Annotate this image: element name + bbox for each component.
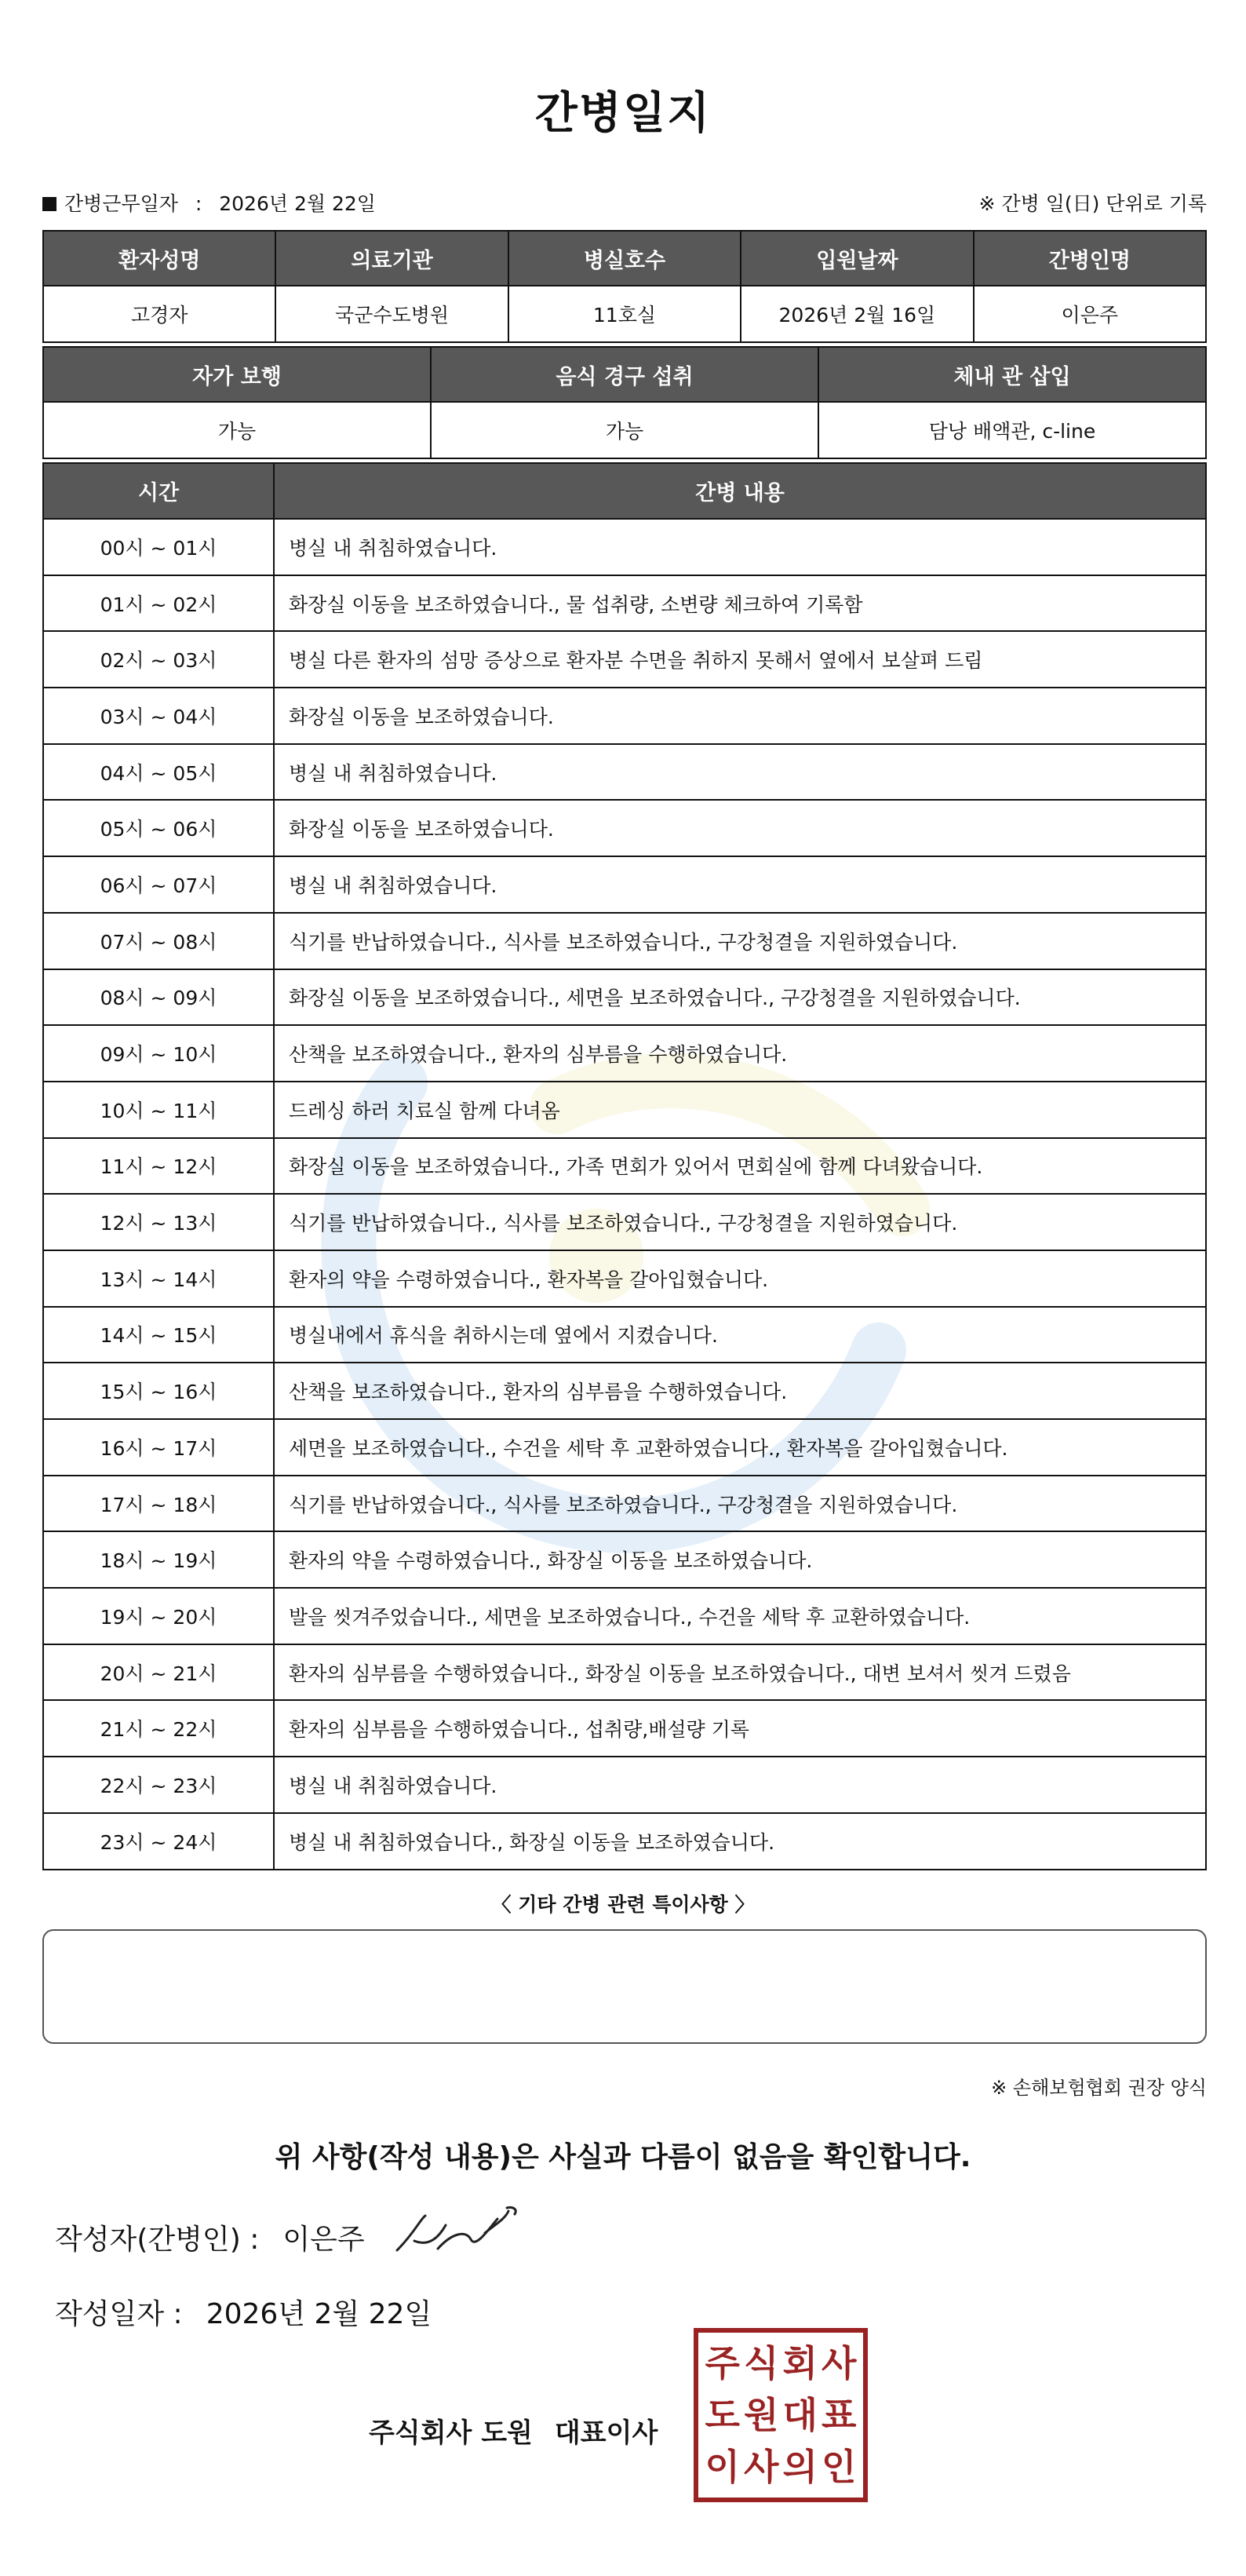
- company-seal: [694, 2328, 868, 2502]
- duty-date: [42, 188, 376, 217]
- care-log-content: 환자의 심부름을 수행하였습니다., 화장실 이동을 보조하였습니다., 대변 보셔서 씻겨 드렸음: [274, 1644, 1206, 1701]
- care-log-content: 환자의 심부름을 수행하였습니다., 섭취량,배설량 기록: [274, 1700, 1206, 1757]
- care-log-content: 화장실 이동을 보조하였습니다., 가족 면회가 있어서 면회실에 함께 다녀왔습니다.: [274, 1138, 1206, 1195]
- tube-insertion-value: 담낭 배액관, c-line: [818, 402, 1206, 458]
- status-header-row: [43, 347, 1206, 402]
- care-log-time: 01시 ~ 02시: [43, 575, 274, 632]
- care-log-header-row: [43, 463, 1206, 519]
- written-date-label: 작성일자 :: [55, 2298, 183, 2330]
- seal-character: 회: [782, 2342, 818, 2384]
- special-notes-box: [42, 1929, 1207, 2044]
- room-number: 11호실: [508, 286, 741, 342]
- duty-date-label: 간병근무일자: [64, 192, 178, 215]
- care-log-content: 드레싱 하러 치료실 함께 다녀옴: [274, 1082, 1206, 1138]
- care-log-content: 산책을 보조하였습니다., 환자의 심부름을 수행하였습니다.: [274, 1025, 1206, 1082]
- seal-characters: [703, 2337, 858, 2493]
- status-value-row: [43, 402, 1206, 458]
- record-note: ※ 간병 일(日) 단위로 기록: [978, 192, 1207, 215]
- care-log-time: 23시 ~ 24시: [43, 1813, 274, 1870]
- care-log-row: [43, 1419, 1206, 1476]
- care-log-time: 10시 ~ 11시: [43, 1082, 274, 1138]
- care-log-time: 17시 ~ 18시: [43, 1476, 274, 1532]
- care-log-row: [43, 1250, 1206, 1307]
- care-log-time: 18시 ~ 19시: [43, 1531, 274, 1588]
- written-date-value: 2026년 2월 22일: [206, 2298, 432, 2330]
- care-log-time: 11시 ~ 12시: [43, 1138, 274, 1195]
- care-log-time: 22시 ~ 23시: [43, 1757, 274, 1813]
- caregiver-name: 이은주: [974, 286, 1206, 342]
- seal-character: 도: [705, 2394, 740, 2436]
- care-log-time: 05시 ~ 06시: [43, 800, 274, 856]
- square-bullet-icon: [42, 197, 56, 211]
- care-log-time: 08시 ~ 09시: [43, 969, 274, 1026]
- seal-character: 의: [782, 2446, 818, 2488]
- seal-character: 인: [822, 2446, 857, 2488]
- care-log-content: 산책을 보조하였습니다., 환자의 심부름을 수행하였습니다.: [274, 1363, 1206, 1419]
- seal-character: 표: [822, 2394, 857, 2436]
- care-log-row: [43, 800, 1206, 856]
- patient-name: 고경자: [43, 286, 275, 342]
- care-log-row: [43, 1813, 1206, 1870]
- care-log-content: 병실 내 취침하였습니다.: [274, 856, 1206, 913]
- header-patient-name: 환자성명: [43, 231, 275, 286]
- care-log-time: 14시 ~ 15시: [43, 1307, 274, 1363]
- care-log-row: [43, 1644, 1206, 1701]
- company-title: 대표이사: [554, 2417, 658, 2449]
- header-room: 병실호수: [508, 231, 741, 286]
- page-title: 간병일지: [534, 88, 712, 139]
- care-log-content: 병실 다른 환자의 섬망 증상으로 환자분 수면을 취하지 못해서 옆에서 보살펴 드림: [274, 631, 1206, 688]
- care-log-row: [43, 1700, 1206, 1757]
- care-log-content: 식기를 반납하였습니다., 식사를 보조하였습니다., 구강청결을 지원하였습니다.: [274, 1476, 1206, 1532]
- care-log-content: 화장실 이동을 보조하였습니다., 물 섭취량, 소변량 체크하여 기록함: [274, 575, 1206, 632]
- special-notes-content: [44, 1931, 1205, 1956]
- care-log-row: [43, 969, 1206, 1026]
- written-date-line: [55, 2292, 432, 2332]
- care-log-row: [43, 1531, 1206, 1588]
- care-log-time: 09시 ~ 10시: [43, 1025, 274, 1082]
- recommendation-note: ※ 손해보험협회 권장 양식: [991, 2077, 1207, 2099]
- duty-date-value: 2026년 2월 22일: [219, 192, 376, 215]
- oral-intake-value: 가능: [431, 402, 818, 458]
- header-admission-date: 입원날짜: [741, 231, 973, 286]
- care-log-content: 발을 씻겨주었습니다., 세면을 보조하였습니다., 수건을 세탁 후 교환하였습니다.: [274, 1588, 1206, 1644]
- care-log-row: [43, 575, 1206, 632]
- care-log-content: 병실 내 취침하였습니다.: [274, 519, 1206, 575]
- care-log-time: 16시 ~ 17시: [43, 1419, 274, 1476]
- seal-character: 이: [705, 2446, 740, 2488]
- care-log-row: [43, 1588, 1206, 1644]
- care-log-row: [43, 1138, 1206, 1195]
- care-log-content: 환자의 약을 수령하였습니다., 환자복을 갈아입혔습니다.: [274, 1250, 1206, 1307]
- signature-image: [391, 2202, 524, 2264]
- header-time: 시간: [43, 463, 274, 519]
- company-name: 주식회사 도원: [369, 2417, 533, 2449]
- writer-label: 작성자(간병인) :: [55, 2224, 260, 2256]
- care-log-content: 병실내에서 휴식을 취하시는데 옆에서 지켰습니다.: [274, 1307, 1206, 1363]
- care-log-row: [43, 913, 1206, 969]
- patient-info-header-row: [43, 231, 1206, 286]
- care-log-content: 병실 내 취침하였습니다.: [274, 744, 1206, 801]
- care-log-row: [43, 1476, 1206, 1532]
- care-log-row: [43, 744, 1206, 801]
- seal-character: 원: [744, 2394, 779, 2436]
- seal-character: 대: [782, 2394, 818, 2436]
- care-log-row: [43, 1307, 1206, 1363]
- care-log-table: [42, 462, 1207, 1870]
- confirmation-statement: 위 사항(작성 내용)은 사실과 다름이 없음을 확인합니다.: [275, 2141, 971, 2173]
- seal-character: 식: [744, 2342, 779, 2384]
- patient-info-value-row: [43, 286, 1206, 342]
- care-log-row: [43, 1757, 1206, 1813]
- special-notes-label: 〈 기타 간병 관련 특이사항 〉: [491, 1893, 755, 1916]
- header-tube-insertion: 체내 관 삽입: [818, 347, 1206, 402]
- writer-line: [55, 2217, 365, 2257]
- care-log-time: 00시 ~ 01시: [43, 519, 274, 575]
- care-log-time: 13시 ~ 14시: [43, 1250, 274, 1307]
- care-log-time: 02시 ~ 03시: [43, 631, 274, 688]
- company-line: [369, 2411, 658, 2450]
- care-log-time: 06시 ~ 07시: [43, 856, 274, 913]
- care-log-row: [43, 1363, 1206, 1419]
- care-log-content: 화장실 이동을 보조하였습니다.: [274, 688, 1206, 744]
- care-log-row: [43, 688, 1206, 744]
- care-log-time: 15시 ~ 16시: [43, 1363, 274, 1419]
- care-log-content: 병실 내 취침하였습니다., 화장실 이동을 보조하였습니다.: [274, 1813, 1206, 1870]
- header-self-walking: 자가 보행: [43, 347, 431, 402]
- care-log-content: 화장실 이동을 보조하였습니다., 세면을 보조하였습니다., 구강청결을 지원하였습니다.: [274, 969, 1206, 1026]
- care-log-time: 04시 ~ 05시: [43, 744, 274, 801]
- care-log-content: 식기를 반납하였습니다., 식사를 보조하였습니다., 구강청결을 지원하였습니다.: [274, 913, 1206, 969]
- header-care-content: 간병 내용: [274, 463, 1206, 519]
- care-log-row: [43, 519, 1206, 575]
- care-log-row: [43, 1194, 1206, 1250]
- care-log-content: 식기를 반납하였습니다., 식사를 보조하였습니다., 구강청결을 지원하였습니다.: [274, 1194, 1206, 1250]
- header-hospital: 의료기관: [275, 231, 508, 286]
- admission-date: 2026년 2월 16일: [741, 286, 973, 342]
- care-log-content: 화장실 이동을 보조하였습니다.: [274, 800, 1206, 856]
- care-log-time: 07시 ~ 08시: [43, 913, 274, 969]
- care-log-row: [43, 856, 1206, 913]
- patient-status-table: [42, 346, 1207, 459]
- patient-info-table: [42, 230, 1207, 343]
- hospital-name: 국군수도병원: [275, 286, 508, 342]
- duty-date-row: [42, 188, 1207, 217]
- duty-date-separator: :: [195, 192, 202, 215]
- care-log-time: 12시 ~ 13시: [43, 1194, 274, 1250]
- care-log-time: 21시 ~ 22시: [43, 1700, 274, 1757]
- care-log-time: 20시 ~ 21시: [43, 1644, 274, 1701]
- header-oral-intake: 음식 경구 섭취: [431, 347, 818, 402]
- care-log-time: 03시 ~ 04시: [43, 688, 274, 744]
- care-log-content: 세면을 보조하였습니다., 수건을 세탁 후 교환하였습니다., 환자복을 갈아입혔습니다.: [274, 1419, 1206, 1476]
- care-log-content: 병실 내 취침하였습니다.: [274, 1757, 1206, 1813]
- care-log-row: [43, 1082, 1206, 1138]
- header-caregiver: 간병인명: [974, 231, 1206, 286]
- care-log-row: [43, 1025, 1206, 1082]
- seal-character: 사: [822, 2342, 857, 2384]
- seal-character: 사: [744, 2446, 779, 2488]
- care-log-body: [43, 519, 1206, 1870]
- care-log-time: 19시 ~ 20시: [43, 1588, 274, 1644]
- writer-name: 이은주: [282, 2224, 365, 2256]
- self-walking-value: 가능: [43, 402, 431, 458]
- seal-character: 주: [705, 2342, 740, 2384]
- care-log-content: 환자의 약을 수령하였습니다., 화장실 이동을 보조하였습니다.: [274, 1531, 1206, 1588]
- care-log-row: [43, 631, 1206, 688]
